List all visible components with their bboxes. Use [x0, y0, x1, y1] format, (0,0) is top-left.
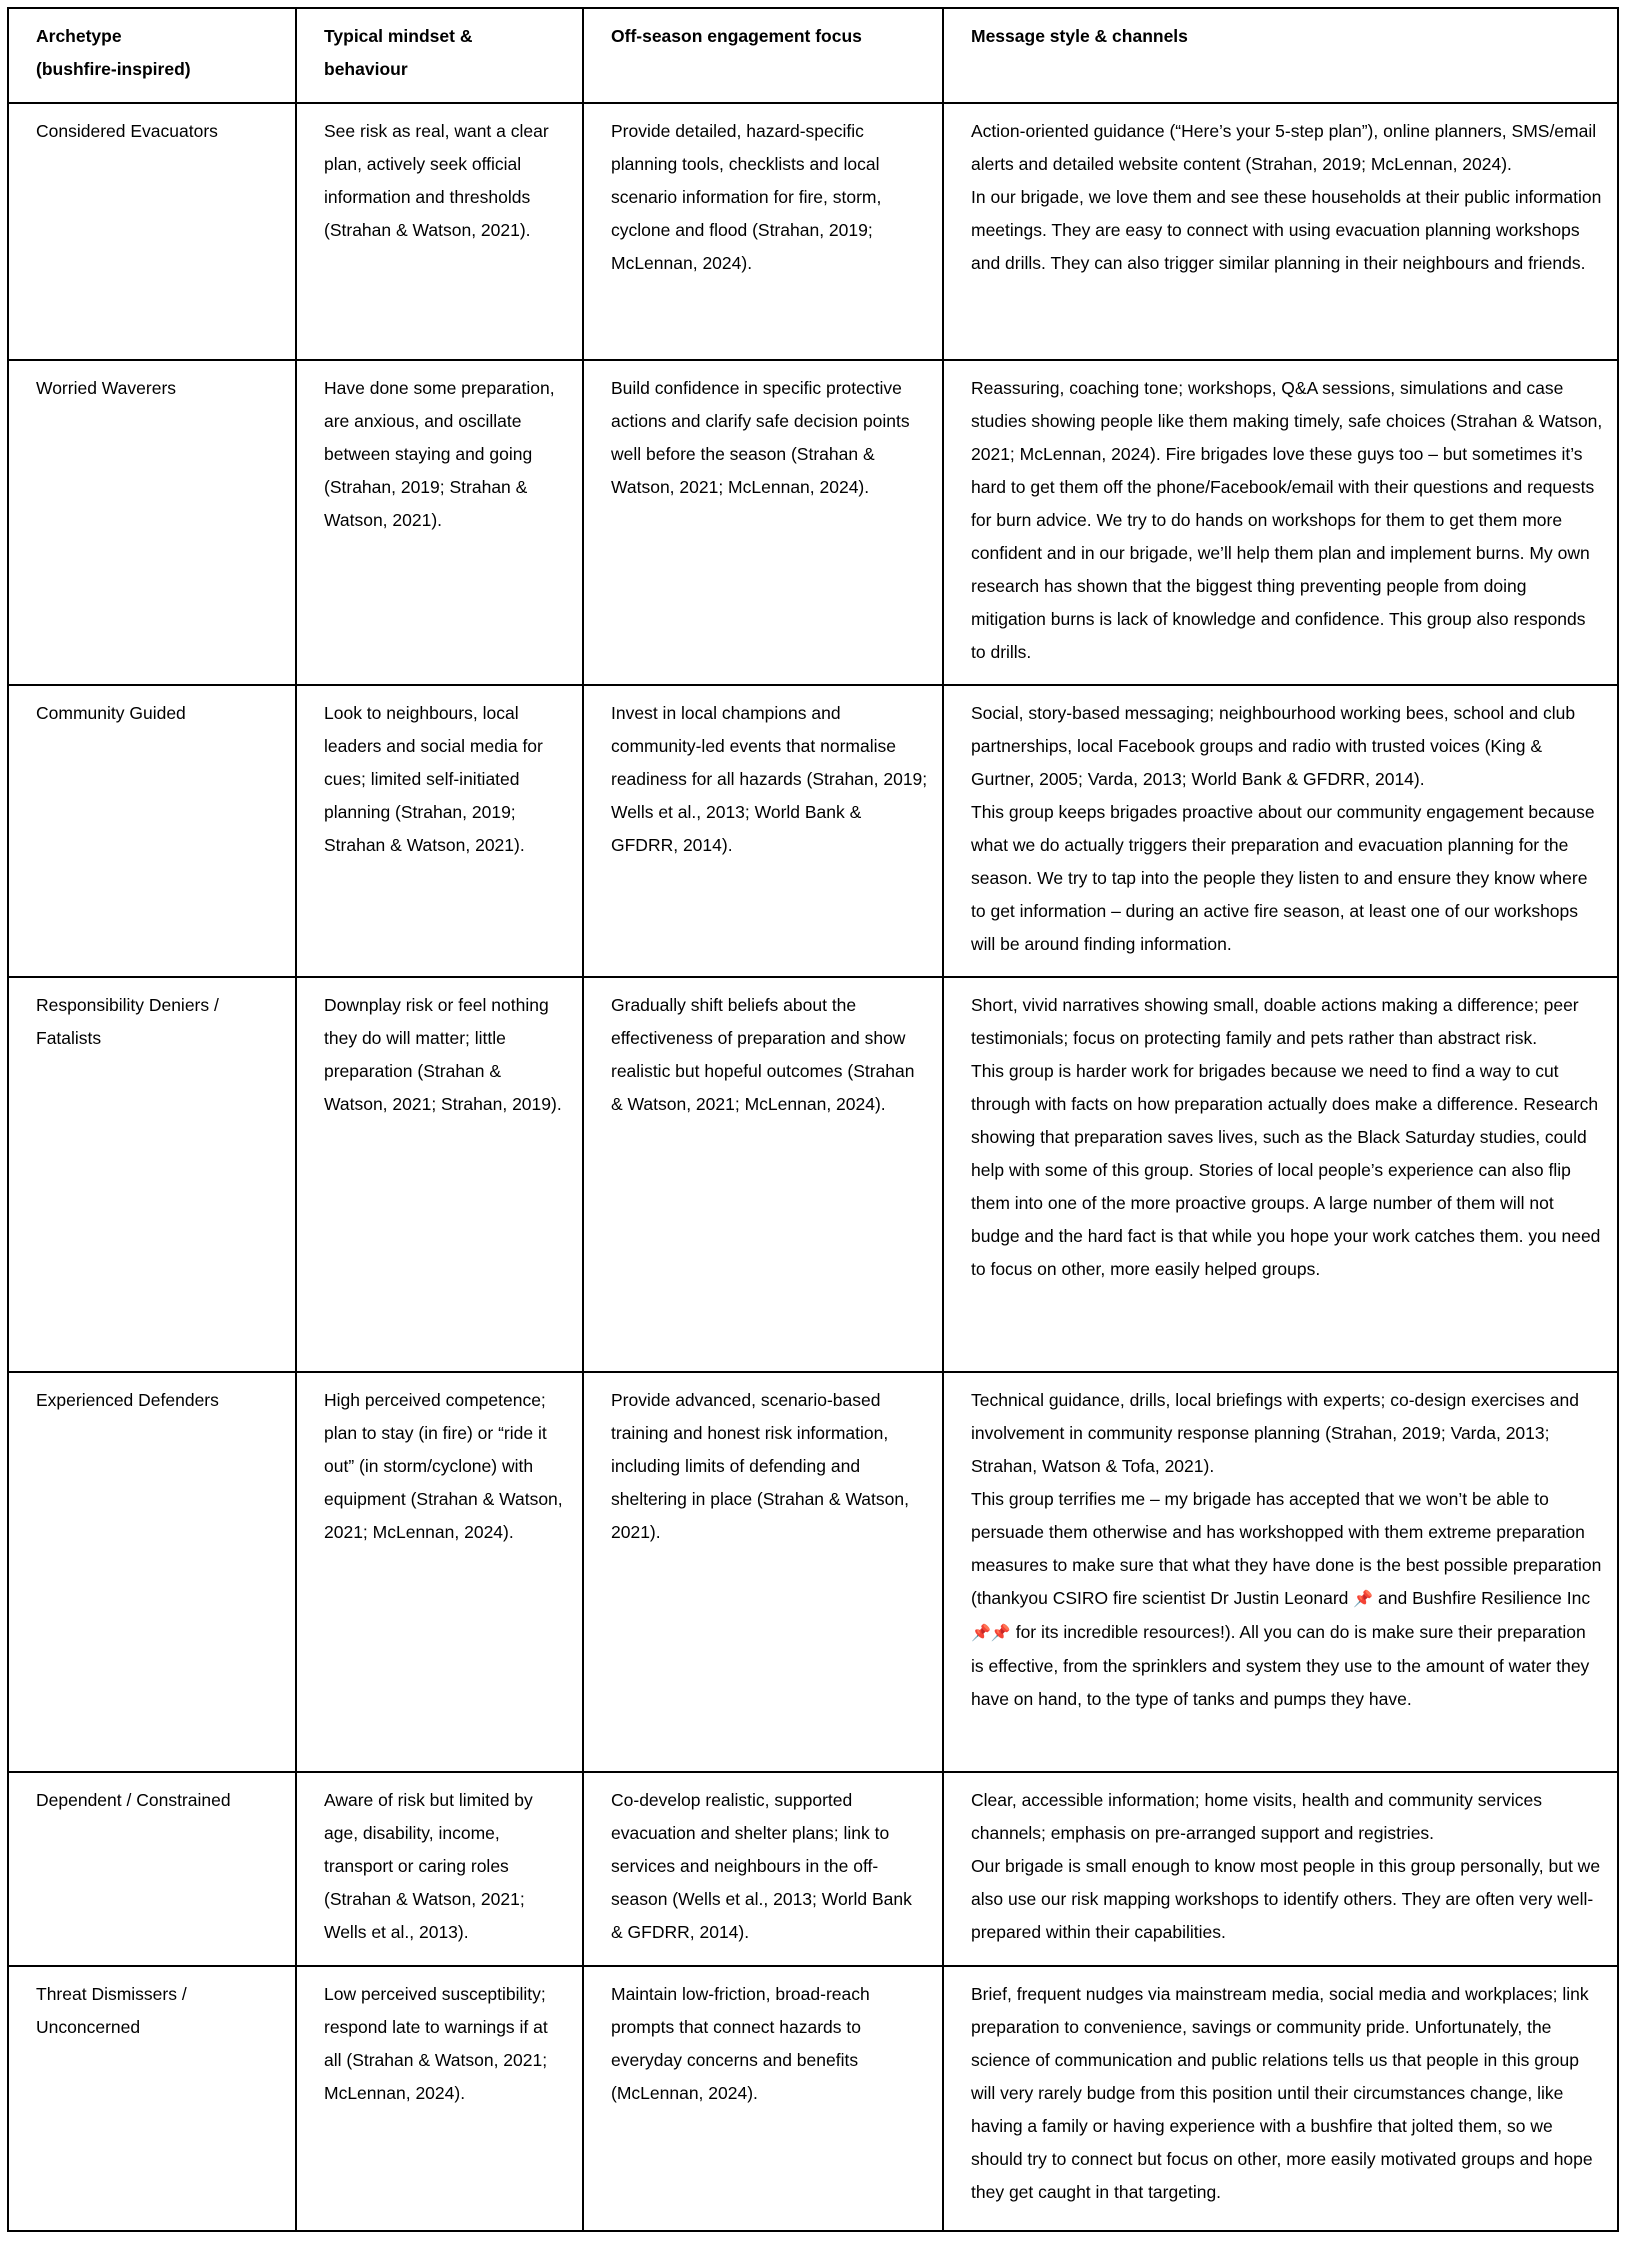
table-row [8, 1772, 1618, 1966]
message-paragraph: This group keeps brigades proactive about our community engagement because what we do actually triggers their preparation and evacuation planning for the season. We try to tap into the people they listen to and ensure they know where to get information – during an active fire season, at least one of our workshops will be around finding information. [971, 802, 1595, 954]
table-row [8, 1966, 1618, 2231]
cell-archetype: Considered Evacuators [8, 103, 296, 360]
message-paragraph: Technical guidance, drills, local briefings with experts; co-design exercises and involvement in community response planning (Strahan, 2019; Varda, 2013; Strahan, Watson & Tofa, 2021). [971, 1390, 1579, 1476]
cell-message [943, 103, 1618, 360]
message-paragraph: Our brigade is small enough to know most people in this group personally, but we also use our risk mapping workshops to identify others. They are often very well-prepared within their capabilities. [971, 1856, 1601, 1942]
cell-message [943, 1372, 1618, 1772]
pushpin-icon: 📌 [1353, 1591, 1374, 1608]
message-paragraph: Short, vivid narratives showing small, doable actions making a difference; peer testimonials; focus on protecting family and pets rather than abstract risk. [971, 995, 1579, 1048]
cell-mindset: High perceived competence; plan to stay (in fire) or “ride it out” (in storm/cyclone) with equipment (Strahan & Watson, 2021; McLennan, 2024). [296, 1372, 583, 1772]
header-focus: Off-season engagement focus [583, 8, 943, 103]
cell-mindset: Have done some preparation, are anxious, and oscillate between staying and going (Strahan, 2019; Strahan & Watson, 2021). [296, 360, 583, 685]
message-paragraph: Social, story-based messaging; neighbourhood working bees, school and club partnerships, local Facebook groups and radio with trusted voices (King & Gurtner, 2005; Varda, 2013; World Bank & GFDRR, 2014). [971, 703, 1576, 789]
cell-archetype: Worried Waverers [8, 360, 296, 685]
message-paragraph: Brief, frequent nudges via mainstream media, social media and workplaces; link preparation to convenience, savings or community pride. Unfortunately, the science of communication and public relations tells us that people in this group will very rarely budge from this position until their circumstances change, like having a family or having experience with a bushfire that jolted them, so we should try to connect but focus on other, more easily motivated groups and hope they get caught in that targeting. [971, 1984, 1593, 2202]
cell-focus: Invest in local champions and community-led events that normalise readiness for all hazards (Strahan, 2019; Wells et al., 2013; World Bank & GFDRR, 2014). [583, 685, 943, 977]
cell-archetype: Dependent / Constrained [8, 1772, 296, 1966]
cell-mindset: Look to neighbours, local leaders and social media for cues; limited self-initiated planning (Strahan, 2019; Strahan & Watson, 2021). [296, 685, 583, 977]
cell-mindset: Aware of risk but limited by age, disability, income, transport or caring roles (Strahan & Watson, 2021; Wells et al., 2013). [296, 1772, 583, 1966]
header-archetype: Archetype (bushfire-inspired) [8, 8, 296, 103]
pushpin-icon: 📌📌 [971, 1625, 1011, 1642]
header-message: Message style & channels [943, 8, 1618, 103]
cell-mindset: Downplay risk or feel nothing they do will matter; little preparation (Strahan & Watson, 2021; Strahan, 2019). [296, 977, 583, 1372]
table-row [8, 685, 1618, 977]
cell-mindset: Low perceived susceptibility; respond late to warnings if at all (Strahan & Watson, 2021; McLennan, 2024). [296, 1966, 583, 2231]
cell-archetype: Community Guided [8, 685, 296, 977]
cell-archetype: Responsibility Deniers / Fatalists [8, 977, 296, 1372]
message-paragraph: Reassuring, coaching tone; workshops, Q&A sessions, simulations and case studies showing people like them making timely, safe choices (Strahan & Watson, 2021; McLennan, 2024). Fire brigades love these guys too – but sometimes it’s hard to get them off the phone/Facebook/email with their questions and requests for burn advice. We try to do hands on workshops for them to get them more confident and in our brigade, we’ll help them plan and implement burns. My own research has shown that the biggest thing preventing people from doing mitigation burns is lack of knowledge and confidence. This group also responds to drills. [971, 378, 1603, 662]
cell-mindset: See risk as real, want a clear plan, actively seek official information and thresholds (Strahan & Watson, 2021). [296, 103, 583, 360]
cell-archetype: Threat Dismissers / Unconcerned [8, 1966, 296, 2231]
cell-message [943, 1772, 1618, 1966]
cell-focus: Gradually shift beliefs about the effectiveness of preparation and show realistic but hopeful outcomes (Strahan & Watson, 2021; McLennan, 2024). [583, 977, 943, 1372]
table-row [8, 103, 1618, 360]
table-header-row [8, 8, 1618, 103]
table-row [8, 977, 1618, 1372]
cell-focus: Provide detailed, hazard-specific planning tools, checklists and local scenario information for fire, storm, cyclone and flood (Strahan, 2019; McLennan, 2024). [583, 103, 943, 360]
message-paragraph: In our brigade, we love them and see these households at their public information meetings. They are easy to connect with using evacuation planning workshops and drills. They can also trigger similar planning in their neighbours and friends. [971, 187, 1602, 273]
archetype-table [7, 7, 1619, 2232]
table-row [8, 360, 1618, 685]
message-paragraph: Clear, accessible information; home visits, health and community services channels; emphasis on pre-arranged support and registries. [971, 1790, 1542, 1843]
cell-message [943, 360, 1618, 685]
message-paragraph: This group is harder work for brigades because we need to find a way to cut through with facts on how preparation actually does make a difference. Research showing that preparation saves lives, such as the Black Saturday studies, could help with some of this group. Stories of local people’s experience can also flip them into one of the more proactive groups. A large number of them will not budge and the hard fact is that while you hope your work catches them. you need to focus on other, more easily helped groups. [971, 1061, 1601, 1279]
message-paragraph: This group terrifies me – my brigade has accepted that we won’t be able to persuade them otherwise and has workshopped with them extreme preparation measures to make sure that what they have done is the best possible preparation (thankyou CSIRO fire scientist Dr Justin Leonard 📌 and Bushfire Resilience Inc📌📌 for its incredible resources!). All you can do is make sure their preparation is effective, from the sprinklers and system they use to the amount of water they have on hand, to the type of tanks and pumps they have. [971, 1489, 1602, 1709]
cell-focus: Co-develop realistic, supported evacuation and shelter plans; link to services and neighbours in the off-season (Wells et al., 2013; World Bank & GFDRR, 2014). [583, 1772, 943, 1966]
table-row [8, 1372, 1618, 1772]
cell-focus: Build confidence in specific protective actions and clarify safe decision points well before the season (Strahan & Watson, 2021; McLennan, 2024). [583, 360, 943, 685]
cell-archetype: Experienced Defenders [8, 1372, 296, 1772]
message-paragraph: Action-oriented guidance (“Here’s your 5-step plan”), online planners, SMS/email alerts and detailed website content (Strahan, 2019; McLennan, 2024). [971, 121, 1597, 174]
cell-focus: Provide advanced, scenario-based training and honest risk information, including limits of defending and sheltering in place (Strahan & Watson, 2021). [583, 1372, 943, 1772]
cell-message [943, 977, 1618, 1372]
cell-message [943, 1966, 1618, 2231]
archetype-table-container [7, 7, 1617, 2232]
cell-focus: Maintain low-friction, broad-reach prompts that connect hazards to everyday concerns and benefits (McLennan, 2024). [583, 1966, 943, 2231]
cell-message [943, 685, 1618, 977]
header-mindset: Typical mindset & behaviour [296, 8, 583, 103]
